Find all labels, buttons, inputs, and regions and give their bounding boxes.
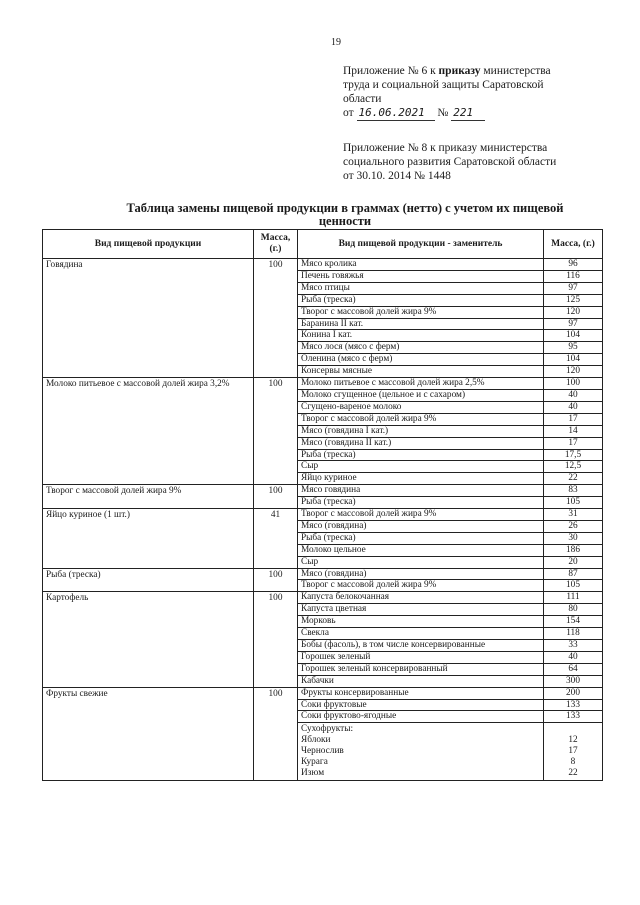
dried-fruit-item-mass: 22 xyxy=(568,767,578,778)
replacement-mass-cell: 96 xyxy=(544,259,603,271)
replacement-cell: Молоко цельное xyxy=(298,544,544,556)
replacement-cell: Горошек зеленый xyxy=(298,651,544,663)
replacement-mass-cell: 33 xyxy=(544,640,603,652)
replacement-cell: Баранина II кат. xyxy=(298,318,544,330)
replacement-mass-cell: 125 xyxy=(544,294,603,306)
product-mass-cell: 100 xyxy=(254,687,298,780)
replacement-mass-cell: 14 xyxy=(544,425,603,437)
dried-fruit-item: Курага xyxy=(301,757,328,768)
page-number: 19 xyxy=(331,37,341,48)
replacement-table xyxy=(42,229,603,781)
replacement-mass-cell: 17 xyxy=(544,413,603,425)
appendix-6-date-prefix: от xyxy=(343,107,357,119)
replacement-mass-cell: 118 xyxy=(544,628,603,640)
product-mass-cell: 100 xyxy=(254,259,298,378)
replacement-cell: Молоко питьевое с массовой долей жира 2,5% xyxy=(298,378,544,390)
appendix-6-number-handwritten: 221 xyxy=(451,106,485,121)
replacement-cell: Яйцо куриное xyxy=(298,473,544,485)
replacement-mass-cell: 20 xyxy=(544,556,603,568)
replacement-mass-cell: 31 xyxy=(544,509,603,521)
replacement-mass-cell: 12,5 xyxy=(544,461,603,473)
replacement-cell: Молоко сгущенное (цельное и с сахаром) xyxy=(298,389,544,401)
replacement-cell: Соки фруктовые xyxy=(298,699,544,711)
replacement-mass-cell: 111 xyxy=(544,592,603,604)
replacement-mass-cell: 87 xyxy=(544,568,603,580)
replacement-cell: Оленина (мясо с ферм) xyxy=(298,354,544,366)
replacement-mass-cell: 300 xyxy=(544,675,603,687)
replacement-cell: Сыр xyxy=(298,556,544,568)
replacement-cell: Консервы мясные xyxy=(298,366,544,378)
dried-fruit-item-mass: 17 xyxy=(568,746,578,757)
table-row xyxy=(43,687,603,699)
replacement-mass-cell: 30 xyxy=(544,532,603,544)
replacement-mass-cell: 100 xyxy=(544,378,603,390)
dried-fruit-item: Чернослив xyxy=(301,746,344,757)
product-cell: Творог с массовой долей жира 9% xyxy=(43,485,254,509)
replacement-mass-cell: 154 xyxy=(544,616,603,628)
replacement-cell: Мясо (говядина) xyxy=(298,568,544,580)
appendix-8-line2: социального развития Саратовской области xyxy=(343,156,557,168)
table-row xyxy=(43,509,603,521)
table-row xyxy=(43,592,603,604)
replacement-cell: Конина I кат. xyxy=(298,330,544,342)
replacement-mass-cell: 64 xyxy=(544,663,603,675)
replacement-cell: Капуста цветная xyxy=(298,604,544,616)
replacement-mass-cell: 40 xyxy=(544,401,603,413)
replacement-mass-cell: 17,5 xyxy=(544,449,603,461)
dried-fruit-label: Сухофрукты: xyxy=(301,724,354,735)
header-replacement: Вид пищевой продукции - заменитель xyxy=(298,230,544,259)
header-product: Вид пищевой продукции xyxy=(43,230,254,259)
appendix-8-line3: от 30.10. 2014 № 1448 xyxy=(343,170,451,182)
table-row xyxy=(43,378,603,390)
dried-fruit-mass-spacer xyxy=(547,724,599,735)
appendix-6-line3: области xyxy=(343,93,382,105)
replacement-mass-cell: 104 xyxy=(544,354,603,366)
replacement-cell: Сыр xyxy=(298,461,544,473)
replacement-mass-cell: 186 xyxy=(544,544,603,556)
replacement-cell: Морковь xyxy=(298,616,544,628)
appendix-6-block xyxy=(343,64,588,121)
appendix-6-date-handwritten: 16.06.2021 xyxy=(357,106,435,121)
table-header-row xyxy=(43,230,603,259)
product-mass-cell: 41 xyxy=(254,509,298,569)
table-title: Таблица замены пищевой продукции в граммах (нетто) с учетом их пищевой ценности xyxy=(126,201,564,228)
replacement-cell: Свекла xyxy=(298,628,544,640)
replacement-mass-cell: 80 xyxy=(544,604,603,616)
dried-fruit-names-cell xyxy=(298,723,544,780)
table-body xyxy=(43,259,603,781)
replacement-mass-cell: 97 xyxy=(544,282,603,294)
appendix-6-prefix: Приложение № 6 к xyxy=(343,65,439,77)
replacement-cell: Фрукты консервированные xyxy=(298,687,544,699)
appendix-6-order-word: приказу xyxy=(438,65,481,77)
replacement-cell: Творог с массовой долей жира 9% xyxy=(298,580,544,592)
dried-fruit-item-mass: 12 xyxy=(568,735,578,746)
replacement-cell: Мясо (говядина I кат.) xyxy=(298,425,544,437)
appendix-8-block xyxy=(343,141,588,183)
replacement-mass-cell: 105 xyxy=(544,580,603,592)
replacement-cell: Рыба (треска) xyxy=(298,449,544,461)
appendix-6-number-sign: № xyxy=(434,107,452,119)
replacement-mass-cell: 17 xyxy=(544,437,603,449)
replacement-mass-cell: 120 xyxy=(544,366,603,378)
product-mass-cell: 100 xyxy=(254,592,298,687)
replacement-mass-cell: 83 xyxy=(544,485,603,497)
dried-fruit-mass-cell xyxy=(544,723,603,780)
replacement-cell: Творог с массовой долей жира 9% xyxy=(298,306,544,318)
appendix-6-suffix: министерства xyxy=(480,65,551,77)
replacement-cell: Печень говяжья xyxy=(298,270,544,282)
replacement-cell: Творог с массовой долей жира 9% xyxy=(298,413,544,425)
replacement-mass-cell: 40 xyxy=(544,389,603,401)
replacement-cell: Капуста белокочанная xyxy=(298,592,544,604)
replacement-mass-cell: 133 xyxy=(544,699,603,711)
product-cell: Говядина xyxy=(43,259,254,378)
replacement-cell: Мясо лося (мясо с ферм) xyxy=(298,342,544,354)
appendix-8-line1: Приложение № 8 к приказу министерства xyxy=(343,142,548,154)
replacement-mass-cell: 116 xyxy=(544,270,603,282)
product-mass-cell: 100 xyxy=(254,485,298,509)
product-cell: Рыба (треска) xyxy=(43,568,254,592)
table-row xyxy=(43,568,603,580)
table-row xyxy=(43,485,603,497)
product-mass-cell: 100 xyxy=(254,568,298,592)
replacement-cell: Соки фруктово-ягодные xyxy=(298,711,544,723)
replacement-cell: Бобы (фасоль), в том числе консервированные xyxy=(298,640,544,652)
replacement-mass-cell: 133 xyxy=(544,711,603,723)
replacement-cell: Творог с массовой долей жира 9% xyxy=(298,509,544,521)
table-row xyxy=(43,259,603,271)
dried-fruit-item: Яблоки xyxy=(301,735,331,746)
replacement-mass-cell: 120 xyxy=(544,306,603,318)
replacement-mass-cell: 104 xyxy=(544,330,603,342)
replacement-cell: Мясо (говядина II кат.) xyxy=(298,437,544,449)
replacement-cell: Рыба (треска) xyxy=(298,294,544,306)
product-mass-cell: 100 xyxy=(254,378,298,485)
replacement-mass-cell: 22 xyxy=(544,473,603,485)
replacement-cell: Сгущено-вареное молоко xyxy=(298,401,544,413)
replacement-mass-cell: 105 xyxy=(544,497,603,509)
replacement-cell: Рыба (треска) xyxy=(298,532,544,544)
replacement-cell: Мясо говядина xyxy=(298,485,544,497)
product-cell: Яйцо куриное (1 шт.) xyxy=(43,509,254,569)
replacement-mass-cell: 95 xyxy=(544,342,603,354)
replacement-mass-cell: 40 xyxy=(544,651,603,663)
product-cell: Молоко питьевое с массовой долей жира 3,2% xyxy=(43,378,254,485)
replacement-cell: Кабачки xyxy=(298,675,544,687)
replacement-cell: Мясо птицы xyxy=(298,282,544,294)
replacement-cell: Горошек зеленый консервированный xyxy=(298,663,544,675)
header-replacement-mass: Масса, (г.) xyxy=(544,230,603,259)
appendix-6-line2: труда и социальной защиты Саратовской xyxy=(343,79,544,91)
replacement-cell: Рыба (треска) xyxy=(298,497,544,509)
replacement-cell: Мясо кролика xyxy=(298,259,544,271)
header-mass: Масса, (г.) xyxy=(254,230,298,259)
product-cell: Картофель xyxy=(43,592,254,687)
replacement-mass-cell: 97 xyxy=(544,318,603,330)
replacement-cell: Мясо (говядина) xyxy=(298,520,544,532)
dried-fruit-item-mass: 8 xyxy=(570,757,576,768)
replacement-mass-cell: 200 xyxy=(544,687,603,699)
dried-fruit-item: Изюм xyxy=(301,767,325,778)
replacement-mass-cell: 26 xyxy=(544,520,603,532)
product-cell: Фрукты свежие xyxy=(43,687,254,780)
